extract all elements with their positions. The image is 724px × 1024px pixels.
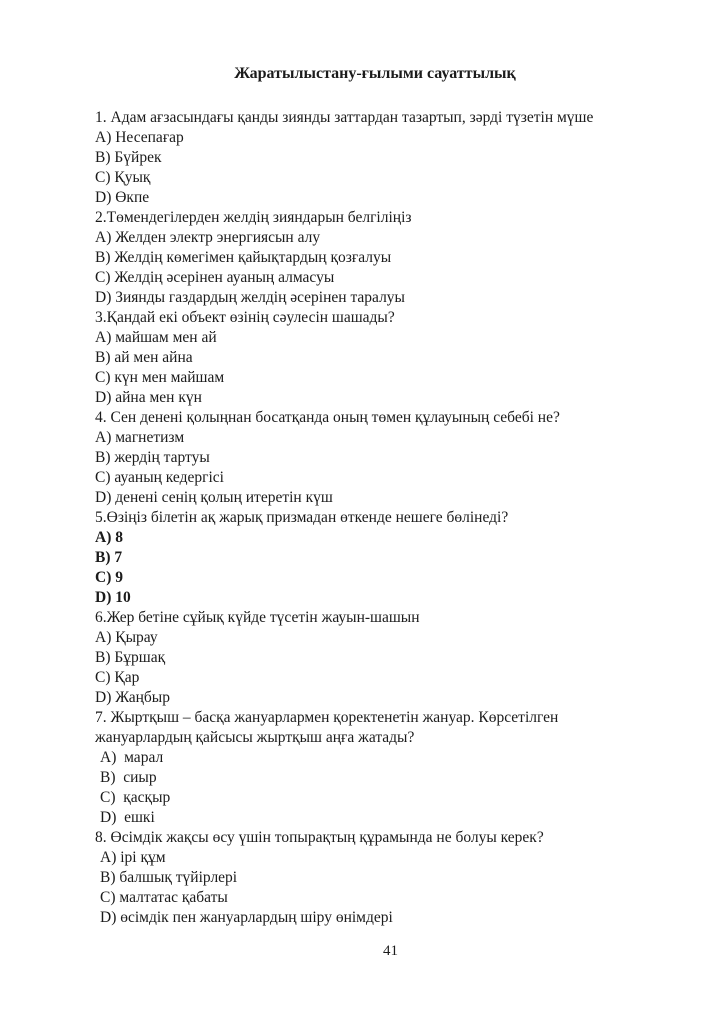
answer-option: B) Бұршақ	[95, 649, 166, 666]
page-title: Жаратылыстану-ғылыми сауаттылық	[234, 65, 516, 82]
answer-option: D) Жаңбыр	[95, 689, 170, 706]
answer-option: D) Өкпе	[95, 189, 150, 206]
answer-option: B) Желдің көмегімен қайықтардың қозғалуы	[95, 249, 392, 266]
answer-option: A) Несепағар	[95, 129, 184, 146]
page-number: 41	[383, 943, 398, 959]
question-text: 4. Сен денені қолыңнан босатқанда оның төмен құлауының себебі не?	[95, 409, 560, 426]
answer-option: A) магнетизм	[95, 429, 185, 446]
page-content	[95, 64, 655, 928]
question-text: 2.Төмендегілерден желдің зияндарын белгіліңіз	[95, 209, 412, 226]
answer-option: C) Желдің әсерінен ауаның алмасуы	[95, 269, 335, 286]
answer-option: A) ірі құм	[100, 849, 166, 866]
answer-option: C) Қар	[95, 669, 140, 686]
answer-option: C) 9	[95, 569, 123, 586]
answer-option: A) Желден электр энергиясын алу	[95, 229, 321, 246]
question-text: 6.Жер бетіне сұйық күйде түсетін жауын-шашын	[95, 609, 420, 626]
answer-option: D) денені сенің қолың итеретін күш	[95, 489, 333, 506]
question-3	[95, 308, 655, 408]
answer-option: B) жердің тартуы	[95, 449, 210, 466]
question-text: 8. Өсімдік жақсы өсу үшін топырақтың құрамында не болуы керек?	[95, 829, 544, 846]
answer-option: C) күн мен майшам	[95, 369, 225, 386]
answer-option: D) айна мен күн	[95, 389, 202, 406]
question-4	[95, 408, 655, 508]
answer-option: A) Қырау	[95, 629, 158, 646]
answer-option: A) марал	[100, 749, 164, 766]
question-8	[95, 828, 655, 928]
answer-option: B) 7	[95, 549, 123, 566]
answer-option: C) Қуық	[95, 169, 151, 186]
answer-option: D) Зиянды газдардың желдің әсерінен таралуы	[95, 289, 405, 306]
question-7	[95, 708, 655, 828]
answer-option: B) Бүйрек	[95, 149, 162, 166]
question-1	[95, 108, 655, 208]
answer-option: D) өсімдік пен жануарлардың шіру өнімдері	[100, 909, 393, 926]
answer-option: B) балшық түйірлері	[100, 869, 238, 886]
answer-option: C) қасқыр	[100, 789, 171, 806]
answer-option: B) ай мен айна	[95, 349, 193, 366]
answer-option: D) ешкі	[100, 809, 155, 826]
answer-option: B) сиыр	[100, 769, 157, 786]
answer-option: D) 10	[95, 589, 131, 606]
answer-option: C) ауаның кедергісі	[95, 469, 224, 486]
answer-option: A) 8	[95, 529, 123, 546]
answer-option: C) малтатас қабаты	[100, 889, 228, 906]
question-2	[95, 208, 655, 308]
question-text: 5.Өзіңіз білетін ақ жарық призмадан өткенде нешеге бөлінеді?	[95, 509, 509, 526]
question-5	[95, 508, 655, 608]
question-6	[95, 608, 655, 708]
question-text: 3.Қандай екі объект өзінің сәулесін шашады?	[95, 309, 395, 326]
question-text: 7. Жыртқыш – басқа жануарлармен қоректенетін жануар. Көрсетілген жануарлардың қайсысы жыртқыш аңға жатады?	[95, 709, 559, 746]
answer-option: A) майшам мен ай	[95, 329, 217, 346]
question-text: 1. Адам ағзасындағы қанды зиянды заттардан тазартып, зәрді түзетін мүше	[95, 109, 594, 126]
